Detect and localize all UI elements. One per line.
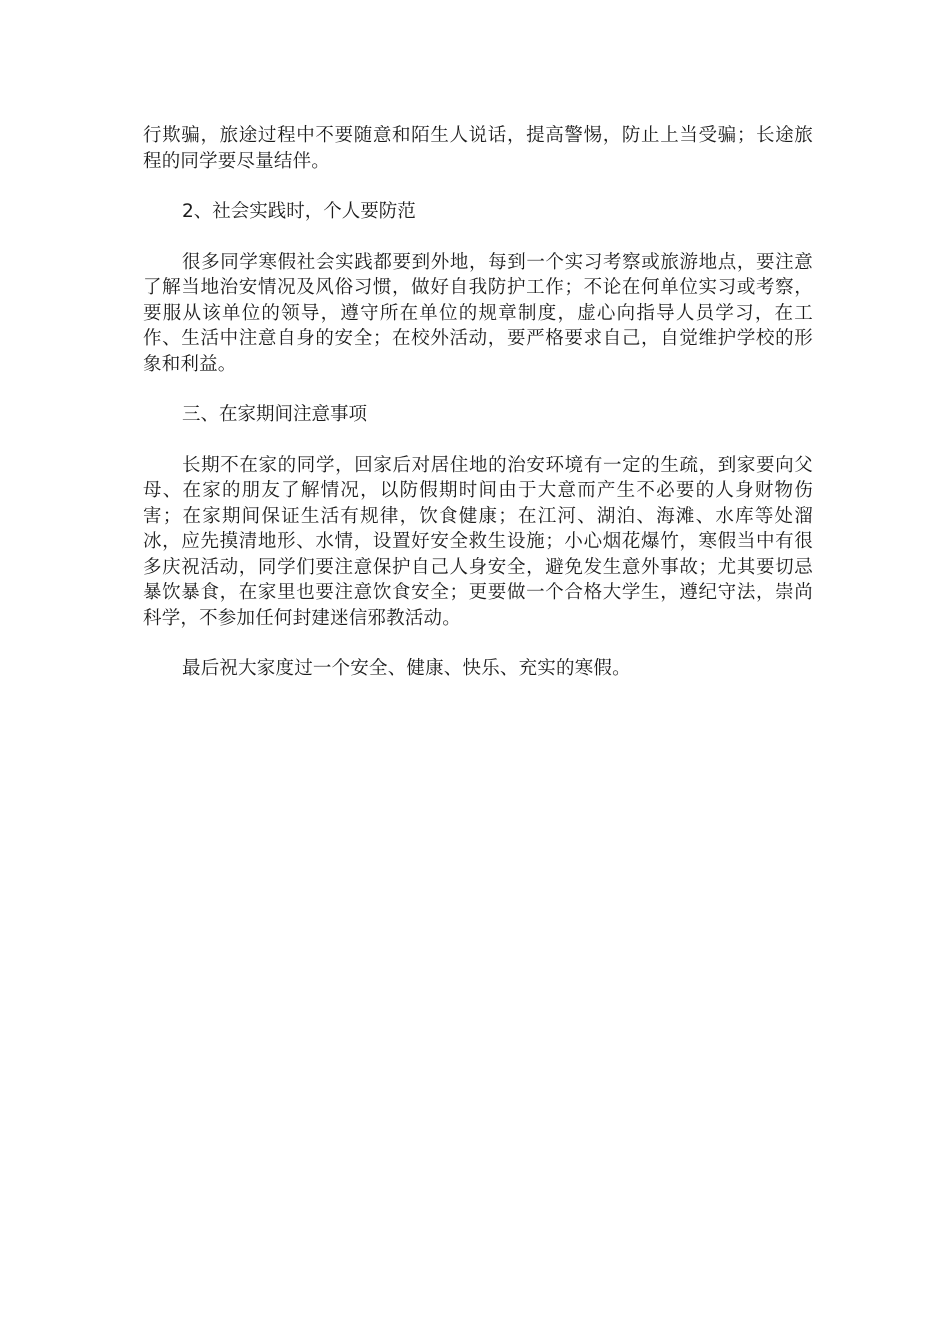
paragraph-social-practice: 很多同学寒假社会实践都要到外地，每到一个实习考察或旅游地点，要注意了解当地治安情况及风俗习惯，做好自我防护工作；不论在何单位实习或考察，要服从该单位的领导，遵守所在单位的规章制度，虚心向指导人员学习，在工作、生活中注意自身的安全；在校外活动，要严格要求自己，自觉维护学校的形象和利益。 [143, 251, 813, 375]
paragraph-spacer [143, 428, 813, 453]
paragraph-spacer [143, 225, 813, 250]
paragraph-spacer [143, 174, 813, 199]
paragraph-spacer [143, 377, 813, 402]
paragraph-closing-wishes: 最后祝大家度过一个安全、健康、快乐、充实的寒假。 [182, 658, 631, 679]
paragraph-spacer [143, 631, 813, 656]
paragraph-at-home: 长期不在家的同学，回家后对居住地的治安环境有一定的生疏，到家要向父母、在家的朋友了解情况，以防假期时间由于大意而产生不必要的人身财物伤害；在家期间保证生活有规律，饮食健康；在江河、湖泊、海滩、水库等处溜冰，应先摸清地形、水情，设置好安全救生设施；小心烟花爆竹，寒假当中有很多庆祝活动，同学们要注意保护自己人身安全，避免发生意外事故；尤其要切忌暴饮暴食，在家里也要注意饮食安全；更要做一个合格大学生，遵纪守法，崇尚科学，不参加任何封建迷信邪教活动。 [143, 454, 813, 629]
document-body [143, 123, 813, 682]
paragraph-travel-safety-continued: 行欺骗，旅途过程中不要随意和陌生人说话，提高警惕，防止上当受骗；长途旅程的同学要尽量结伴。 [143, 125, 813, 172]
section-heading-social-practice: 2、社会实践时，个人要防范 [182, 201, 416, 222]
section-heading-at-home: 三、在家期间注意事项 [182, 404, 368, 425]
